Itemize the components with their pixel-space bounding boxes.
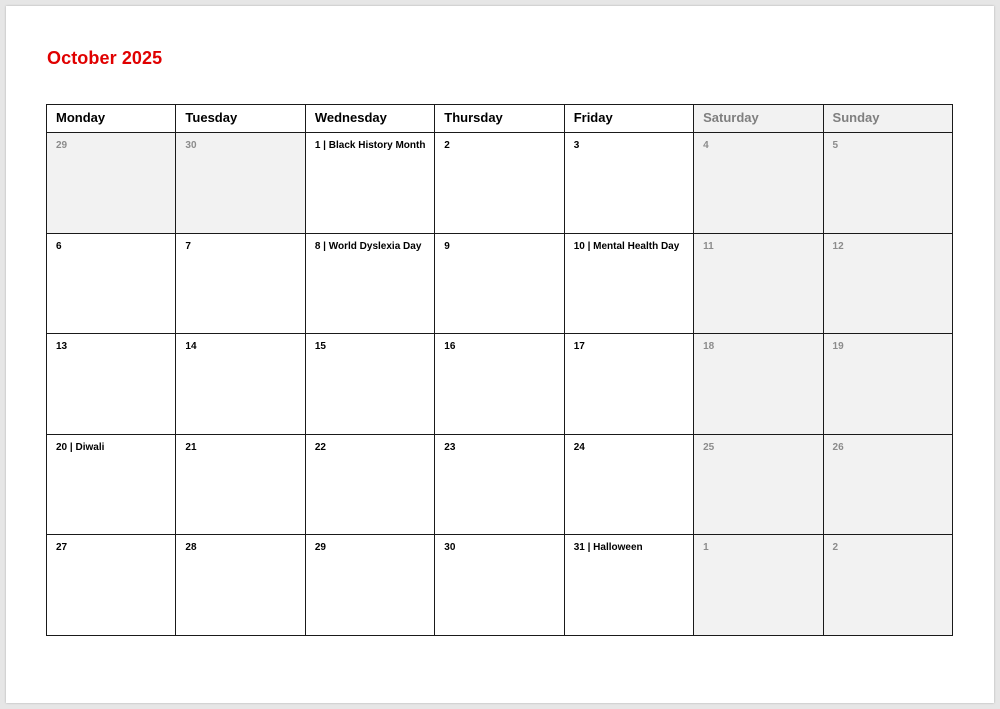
- calendar-page: [6, 6, 994, 703]
- day-cell: [305, 334, 434, 435]
- day-cell: [435, 434, 564, 535]
- day-label: 7: [185, 240, 191, 252]
- day-label: 22: [314, 441, 326, 453]
- day-label: 9: [444, 240, 450, 252]
- day-cell: [823, 133, 952, 234]
- day-label: 5: [832, 140, 839, 151]
- day-cell: [694, 334, 823, 435]
- header-monday: Monday: [47, 105, 176, 133]
- day-label: 6: [56, 240, 62, 252]
- week-row: [47, 133, 953, 234]
- day-label: 30: [185, 140, 197, 151]
- day-label: 31 | Halloween: [573, 542, 643, 554]
- weekday-header-row: [47, 105, 953, 133]
- day-cell: [305, 133, 434, 234]
- day-label: 1: [703, 542, 709, 554]
- day-label: 4: [703, 140, 709, 151]
- day-cell: [47, 334, 176, 435]
- day-label: 17: [573, 341, 585, 353]
- day-cell: [694, 133, 823, 234]
- header-tuesday: Tuesday: [176, 105, 305, 133]
- day-cell: [694, 233, 823, 334]
- day-label: 20 | Diwali: [56, 441, 105, 453]
- day-label: 16: [444, 341, 456, 353]
- day-label: 1 | Black History Month: [314, 140, 426, 151]
- header-wednesday: Wednesday: [305, 105, 434, 133]
- calendar-body: [47, 133, 953, 636]
- day-cell: [47, 434, 176, 535]
- day-label: 28: [185, 542, 197, 554]
- day-label: 30: [444, 542, 456, 554]
- day-label: 15: [314, 341, 326, 353]
- day-cell: [564, 535, 693, 636]
- day-label: 25: [703, 441, 715, 453]
- day-label: 26: [832, 441, 844, 453]
- day-cell: [435, 535, 564, 636]
- day-cell: [176, 434, 305, 535]
- day-label: 14: [185, 341, 197, 353]
- day-cell: [435, 133, 564, 234]
- day-cell: [176, 535, 305, 636]
- day-label: 18: [703, 341, 715, 353]
- day-cell: [694, 434, 823, 535]
- day-label: 11: [703, 240, 714, 252]
- day-label: 29: [56, 140, 68, 151]
- day-cell: [47, 133, 176, 234]
- day-label: 24: [573, 441, 585, 453]
- day-label: 29: [314, 542, 326, 554]
- header-saturday: Saturday: [694, 105, 823, 133]
- day-label: 2: [444, 140, 450, 151]
- day-cell: [564, 434, 693, 535]
- header-sunday: Sunday: [823, 105, 952, 133]
- calendar-grid: [46, 104, 953, 636]
- day-label: 21: [185, 441, 197, 453]
- day-label: 8 | World Dyslexia Day: [314, 240, 422, 252]
- day-cell: [176, 334, 305, 435]
- day-cell: [305, 233, 434, 334]
- day-label: 19: [832, 341, 844, 353]
- day-label: 10 | Mental Health Day: [573, 240, 680, 252]
- week-row: [47, 535, 953, 636]
- page-title: October 2025: [47, 48, 163, 68]
- day-cell: [694, 535, 823, 636]
- day-cell: [47, 233, 176, 334]
- day-label: 12: [832, 240, 844, 252]
- day-cell: [176, 133, 305, 234]
- day-cell: [435, 233, 564, 334]
- day-label: 13: [56, 341, 68, 353]
- day-cell: [823, 535, 952, 636]
- day-cell: [435, 334, 564, 435]
- day-cell: [823, 233, 952, 334]
- day-cell: [564, 133, 693, 234]
- week-row: [47, 434, 953, 535]
- day-label: 23: [444, 441, 456, 453]
- week-row: [47, 334, 953, 435]
- day-cell: [564, 233, 693, 334]
- week-row: [47, 233, 953, 334]
- day-cell: [47, 535, 176, 636]
- header-thursday: Thursday: [435, 105, 564, 133]
- day-cell: [564, 334, 693, 435]
- day-label: 3: [573, 140, 580, 151]
- day-cell: [176, 233, 305, 334]
- day-cell: [823, 434, 952, 535]
- day-cell: [823, 334, 952, 435]
- day-label: 27: [56, 542, 68, 554]
- day-cell: [305, 535, 434, 636]
- header-friday: Friday: [564, 105, 693, 133]
- day-cell: [305, 434, 434, 535]
- day-label: 2: [832, 542, 839, 554]
